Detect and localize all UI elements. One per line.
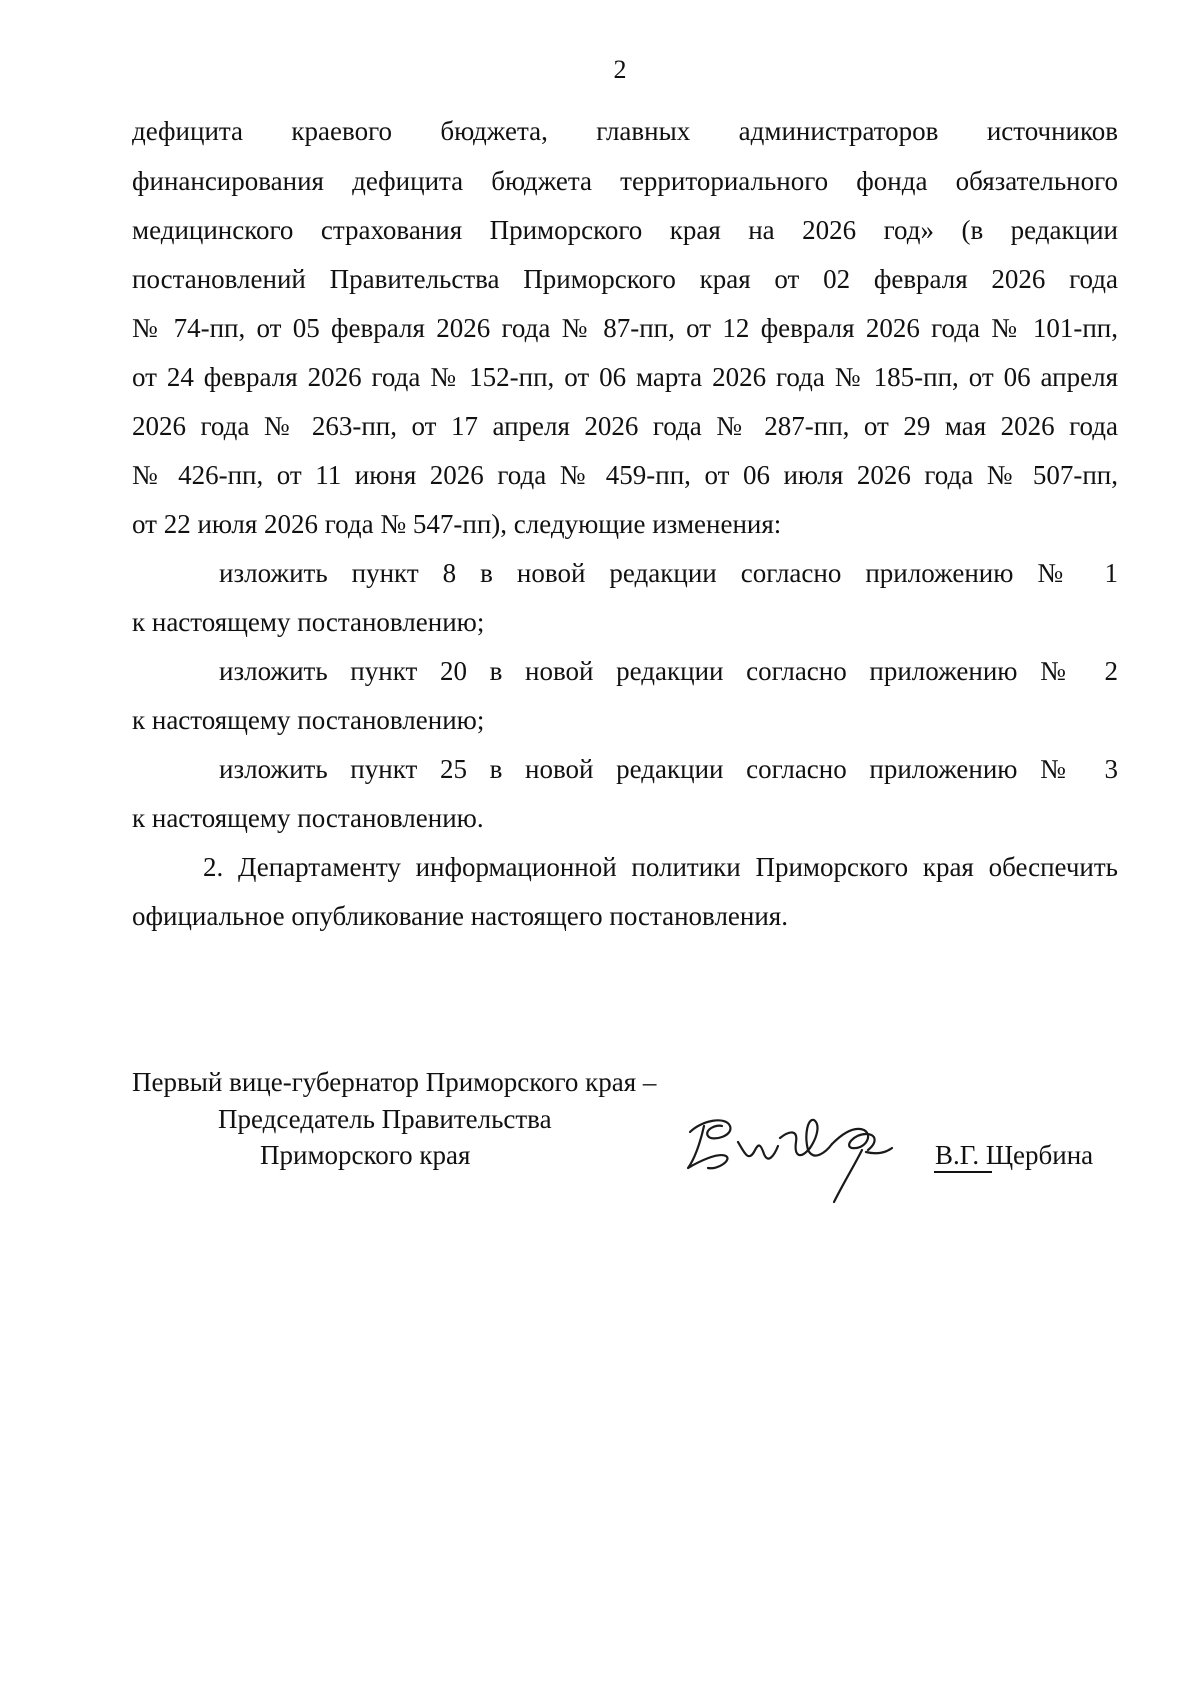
body-line: к настоящему постановлению;	[132, 607, 485, 637]
body-line: официальное опубликование настоящего постановления.	[132, 901, 788, 931]
body-line: от 24 февраля 2026 года № 152-пп, от 06 марта 2026 года № 185-пп, от 06 апреля	[132, 362, 1118, 392]
body-line: финансирования дефицита бюджета территориального фонда обязательного	[132, 166, 1118, 196]
body-line: постановлений Правительства Приморского края от 02 февраля 2026 года	[132, 264, 1118, 294]
body-line-indented: изложить пункт 20 в новой редакции согласно приложению № 2	[219, 656, 1118, 686]
body-line: № 74-пп, от 05 февраля 2026 года № 87-пп, от 12 февраля 2026 года № 101-пп,	[132, 313, 1118, 343]
body-line: к настоящему постановлению.	[132, 803, 484, 833]
body-line: к настоящему постановлению;	[132, 705, 485, 735]
body-line-indented: изложить пункт 8 в новой редакции согласно приложению № 1	[219, 558, 1118, 588]
body-line: 2026 года № 263-пп, от 17 апреля 2026 года № 287-пп, от 29 мая 2026 года	[132, 411, 1118, 441]
page-number: 2	[613, 55, 627, 84]
body-line: дефицита краевого бюджета, главных администраторов источников	[132, 116, 1118, 146]
body-line: медицинского страхования Приморского края на 2026 год» (в редакции	[132, 215, 1118, 245]
body-line: № 426-пп, от 11 июня 2026 года № 459-пп, от 06 июля 2026 года № 507-пп,	[132, 460, 1118, 490]
signatory-name: В.Г. Щербина	[935, 1140, 1094, 1170]
body-line: от 22 июля 2026 года № 547-пп), следующие изменения:	[132, 509, 782, 539]
signatory-position: Приморского края	[260, 1140, 471, 1170]
handwritten-signature-icon	[668, 1090, 918, 1210]
signatory-position: Первый вице-губернатор Приморского края –	[132, 1067, 657, 1097]
body-line-indented: изложить пункт 25 в новой редакции согласно приложению № 3	[219, 754, 1118, 784]
signatory-position: Председатель Правительства	[218, 1104, 552, 1134]
signature-underline	[934, 1171, 992, 1173]
body-line-indented: 2. Департаменту информационной политики Приморского края обеспечить	[203, 852, 1118, 882]
